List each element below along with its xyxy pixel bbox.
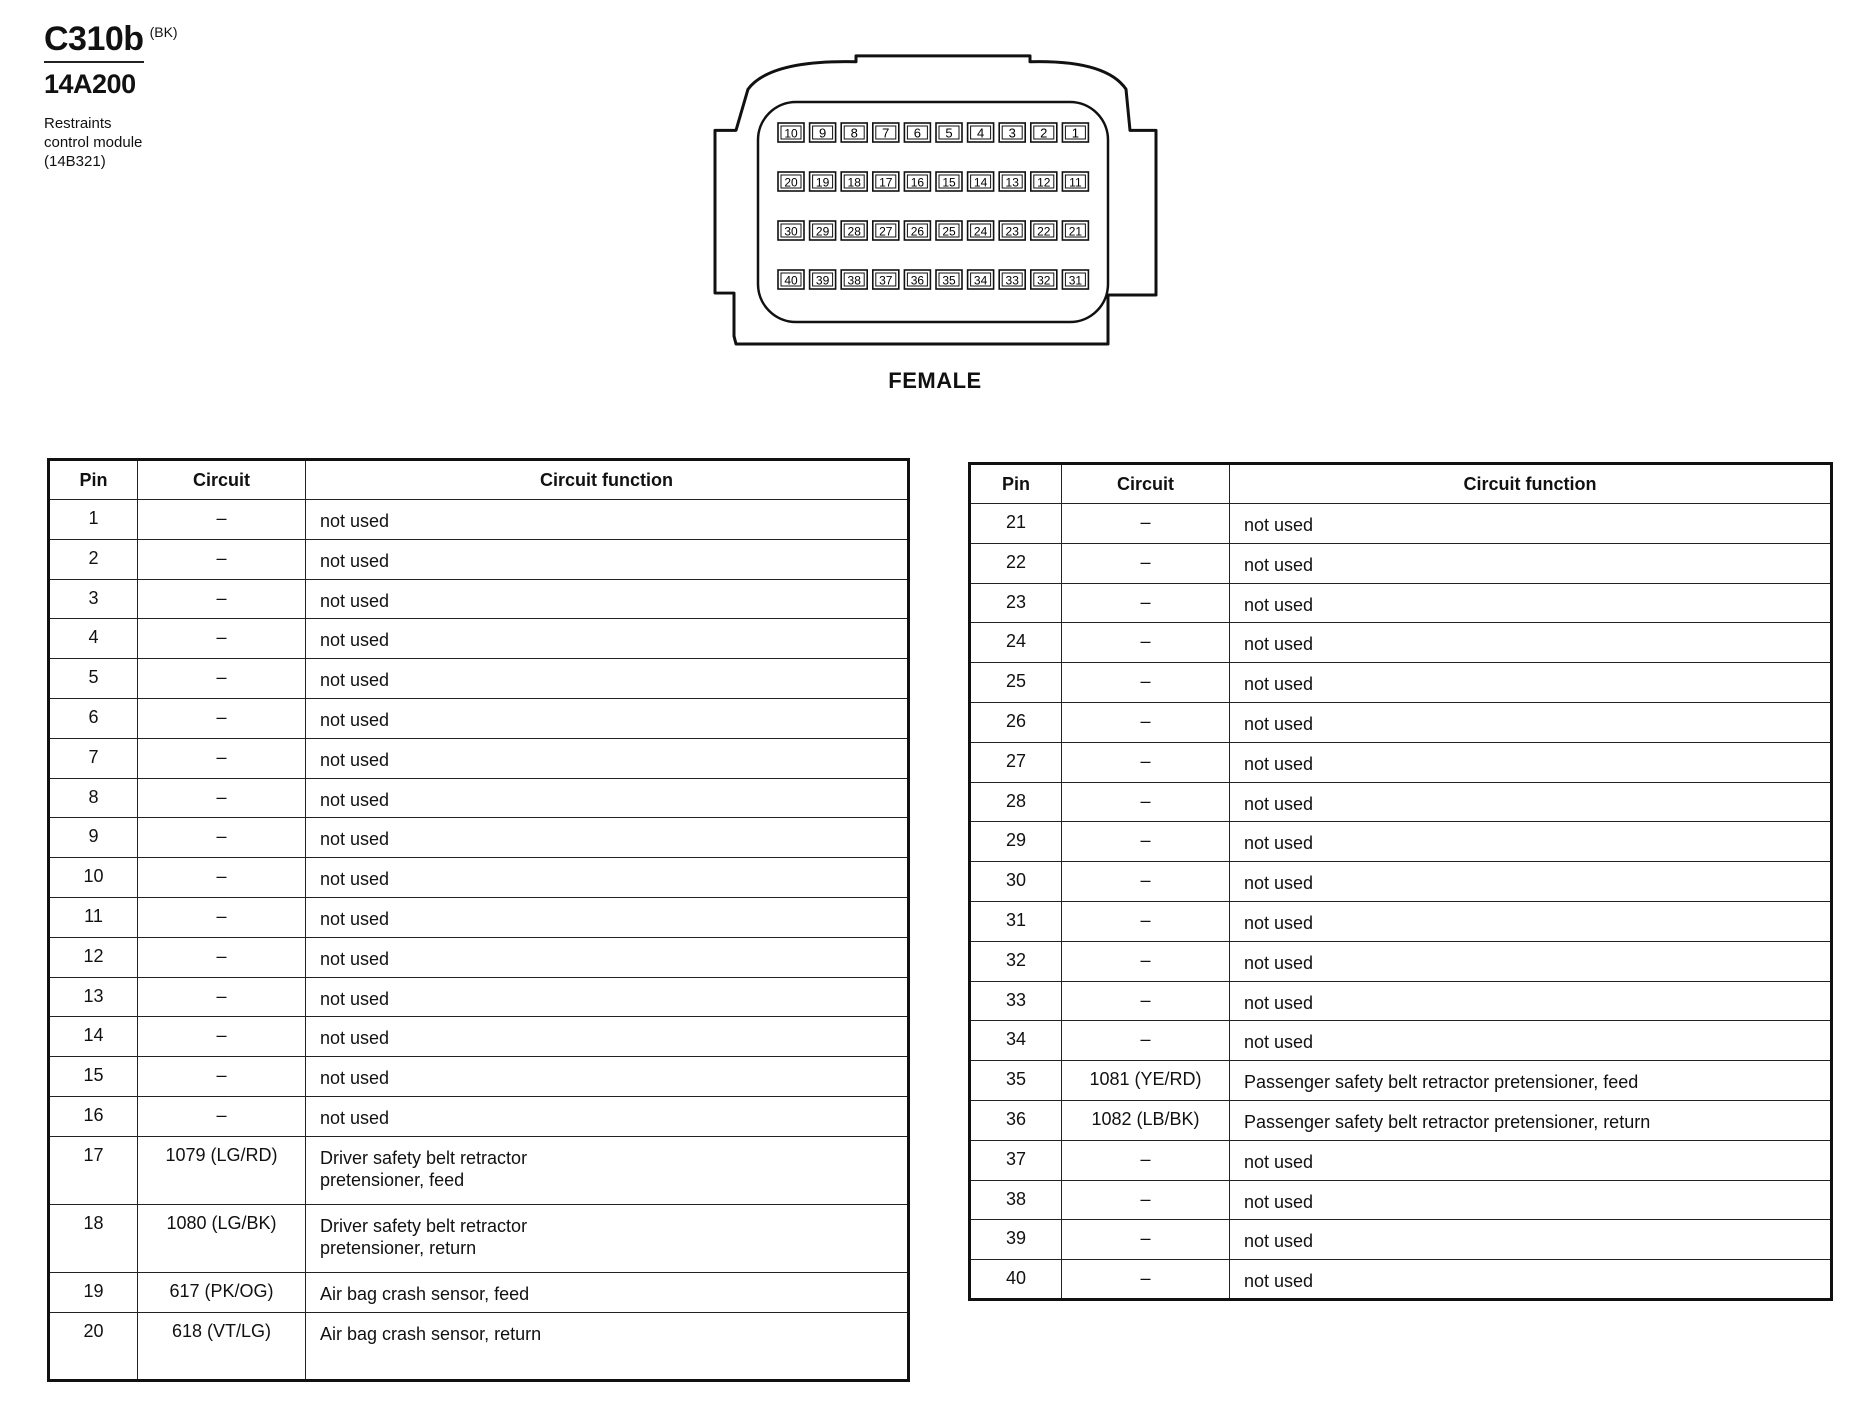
table-row: [970, 1061, 1832, 1101]
table-row: [49, 897, 909, 937]
pin-cell: 21: [970, 504, 1062, 544]
connector-pin-number: 31: [1068, 273, 1083, 288]
table-row: [970, 782, 1832, 822]
function-cell: not used: [306, 738, 909, 778]
circuit-cell: –: [1062, 901, 1230, 941]
pin-cell: 10: [49, 858, 138, 898]
circuit-cell: –: [1062, 742, 1230, 782]
circuit-cell: 1080 (LG/BK): [138, 1204, 306, 1272]
connector-pin-number: 23: [1005, 224, 1019, 239]
circuit-cell: –: [1062, 1140, 1230, 1180]
circuit-cell: –: [1062, 782, 1230, 822]
pin-cell: 14: [49, 1017, 138, 1057]
table-row: [49, 1136, 909, 1204]
pin-cell: 16: [49, 1096, 138, 1136]
pin-cell: 25: [970, 663, 1062, 703]
connector-pin-number: 40: [784, 273, 798, 288]
connector-gender-label: FEMALE: [888, 368, 982, 393]
pin-cell: 15: [49, 1057, 138, 1097]
connector-pin-number: 32: [1037, 273, 1051, 288]
function-cell: not used: [306, 539, 909, 579]
connector-pin-number: 33: [1005, 273, 1019, 288]
connector-pin: [778, 172, 804, 191]
table-row: [49, 1312, 909, 1380]
circuit-cell: –: [138, 1017, 306, 1057]
connector-pin: [999, 172, 1025, 191]
pin-cell: 3: [49, 579, 138, 619]
pin-cell: 19: [49, 1272, 138, 1312]
table-row: [49, 659, 909, 699]
circuit-cell: –: [138, 977, 306, 1017]
connector-pin: [1031, 221, 1057, 240]
table-row: [970, 1140, 1832, 1180]
table-row: [970, 543, 1832, 583]
table-row: [49, 698, 909, 738]
connector-pin: [999, 123, 1025, 142]
circuit-cell: –: [1062, 543, 1230, 583]
circuit-cell: –: [138, 500, 306, 540]
pinout-table-right: [968, 462, 1833, 1301]
function-cell: not used: [1230, 782, 1832, 822]
function-cell: not used: [1230, 941, 1832, 981]
circuit-cell: –: [138, 937, 306, 977]
pin-cell: 5: [49, 659, 138, 699]
connector-face-diagram: [710, 50, 1160, 393]
connector-pin-number: 38: [847, 273, 861, 288]
function-cell: not used: [1230, 1140, 1832, 1180]
connector-pin: [841, 172, 867, 191]
circuit-cell: –: [138, 659, 306, 699]
pin-cell: 1: [49, 500, 138, 540]
connector-pin-number: 4: [976, 125, 985, 141]
pin-cell: 31: [970, 901, 1062, 941]
function-cell: not used: [1230, 623, 1832, 663]
connector-pin-number: 7: [882, 125, 890, 141]
function-cell: not used: [306, 1017, 909, 1057]
connector-pin-number: 22: [1037, 224, 1051, 239]
function-cell: Passenger safety belt retractor pretensioner, return: [1230, 1100, 1832, 1140]
circuit-cell: –: [138, 778, 306, 818]
connector-pin-number: 2: [1040, 125, 1048, 141]
function-cell: not used: [306, 579, 909, 619]
function-cell: not used: [306, 818, 909, 858]
pinout-table-left: [47, 458, 910, 1382]
connector-pin: [904, 270, 930, 289]
pin-cell: 30: [970, 862, 1062, 902]
connector-pin: [1031, 172, 1057, 191]
circuit-cell: –: [138, 738, 306, 778]
function-cell: not used: [306, 1057, 909, 1097]
function-cell: Air bag crash sensor, return: [306, 1312, 909, 1380]
pin-column-header: Pin: [970, 464, 1062, 504]
pin-cell: 8: [49, 778, 138, 818]
connector-pin: [810, 270, 836, 289]
pin-cell: 39: [970, 1220, 1062, 1260]
pin-cell: 38: [970, 1180, 1062, 1220]
pin-cell: 29: [970, 822, 1062, 862]
circuit-column-header: Circuit: [1062, 464, 1230, 504]
pin-cell: 6: [49, 698, 138, 738]
connector-pin-number: 11: [1069, 175, 1082, 190]
table-row: [970, 623, 1832, 663]
table-row: [970, 1021, 1832, 1061]
table-row: [49, 1057, 909, 1097]
function-cell: Driver safety belt retractor pretensioner, feed: [306, 1136, 909, 1204]
function-cell: not used: [1230, 1260, 1832, 1300]
pin-cell: 24: [970, 623, 1062, 663]
pin-cell: 27: [970, 742, 1062, 782]
circuit-cell: –: [138, 897, 306, 937]
connector-pin: [936, 123, 962, 142]
function-cell: not used: [1230, 1021, 1832, 1061]
function-cell: not used: [1230, 583, 1832, 623]
pin-cell: 40: [970, 1260, 1062, 1300]
function-cell: not used: [1230, 663, 1832, 703]
header-divider: [44, 61, 144, 63]
circuit-cell: 1081 (YE/RD): [1062, 1061, 1230, 1101]
connector-pin-number: 3: [1008, 125, 1016, 141]
function-column-header: Circuit function: [1230, 464, 1832, 504]
connector-pin-number: 35: [942, 273, 956, 288]
connector-pin: [904, 172, 930, 191]
pin-cell: 36: [970, 1100, 1062, 1140]
function-cell: Air bag crash sensor, feed: [306, 1272, 909, 1312]
function-column-header: Circuit function: [306, 460, 909, 500]
pin-cell: 35: [970, 1061, 1062, 1101]
connector-pin: [778, 270, 804, 289]
function-cell: Passenger safety belt retractor pretensioner, feed: [1230, 1061, 1832, 1101]
connector-id: C310b: [44, 20, 144, 58]
connector-pin: [904, 123, 930, 142]
connector-pin: [841, 123, 867, 142]
connector-pin: [936, 270, 962, 289]
table-row: [49, 1017, 909, 1057]
pin-cell: 2: [49, 539, 138, 579]
pin-cell: 23: [970, 583, 1062, 623]
function-cell: not used: [306, 937, 909, 977]
table-row: [970, 1180, 1832, 1220]
circuit-cell: –: [1062, 941, 1230, 981]
circuit-cell: –: [1062, 504, 1230, 544]
circuit-cell: 1082 (LB/BK): [1062, 1100, 1230, 1140]
function-cell: not used: [1230, 1180, 1832, 1220]
connector-pin: [778, 123, 804, 142]
circuit-cell: –: [1062, 822, 1230, 862]
circuit-cell: –: [1062, 583, 1230, 623]
function-cell: not used: [306, 977, 909, 1017]
circuit-cell: –: [1062, 1180, 1230, 1220]
function-cell: not used: [1230, 981, 1832, 1021]
circuit-cell: –: [138, 539, 306, 579]
connector-pin: [778, 221, 804, 240]
circuit-cell: –: [138, 698, 306, 738]
connector-pin-number: 10: [784, 126, 798, 141]
pin-cell: 37: [970, 1140, 1062, 1180]
connector-pin-number: 9: [818, 125, 827, 141]
function-cell: not used: [1230, 862, 1832, 902]
pin-cell: 28: [970, 782, 1062, 822]
table-row: [49, 1096, 909, 1136]
circuit-cell: 1079 (LG/RD): [138, 1136, 306, 1204]
circuit-cell: –: [138, 1096, 306, 1136]
table-row: [970, 941, 1832, 981]
table-row: [49, 738, 909, 778]
function-cell: not used: [1230, 1220, 1832, 1260]
connector-pin: [1062, 123, 1088, 142]
connector-pin: [873, 172, 899, 191]
circuit-cell: –: [138, 619, 306, 659]
connector-pin-number: 8: [850, 125, 858, 141]
connector-pin-number: 29: [815, 224, 830, 239]
connector-pin-number: 16: [910, 175, 925, 190]
function-cell: not used: [1230, 702, 1832, 742]
table-row: [49, 937, 909, 977]
table-row: [970, 1100, 1832, 1140]
circuit-cell: –: [1062, 981, 1230, 1021]
connector-pin: [1062, 172, 1088, 191]
table-row: [49, 1204, 909, 1272]
connector-pin-number: 34: [973, 273, 988, 288]
connector-pin: [936, 221, 962, 240]
circuit-cell: –: [138, 579, 306, 619]
connector-pin-number: 20: [784, 175, 798, 190]
table-row: [49, 778, 909, 818]
table-row: [970, 1220, 1832, 1260]
pin-cell: 12: [49, 937, 138, 977]
table-row: [970, 822, 1832, 862]
connector-pin: [841, 221, 867, 240]
circuit-cell: –: [1062, 862, 1230, 902]
function-cell: not used: [306, 778, 909, 818]
function-cell: not used: [1230, 504, 1832, 544]
table-row: [970, 1260, 1832, 1300]
circuit-cell: –: [1062, 1220, 1230, 1260]
function-cell: not used: [306, 500, 909, 540]
table-row: [49, 539, 909, 579]
function-cell: not used: [1230, 543, 1832, 583]
connector-pin: [873, 123, 899, 142]
connector-header: [44, 20, 344, 171]
connector-pin: [999, 221, 1025, 240]
circuit-cell: –: [1062, 1021, 1230, 1061]
pin-column-header: Pin: [49, 460, 138, 500]
table-row: [970, 663, 1832, 703]
connector-pin-number: 27: [879, 224, 893, 239]
connector-pin: [1031, 270, 1057, 289]
connector-pin-number: 19: [815, 175, 830, 190]
connector-pin-number: 6: [913, 125, 922, 141]
table-row: [970, 901, 1832, 941]
connector-pin-number: 30: [784, 224, 798, 239]
connector-pin-number: 15: [942, 175, 956, 190]
connector-pin: [936, 172, 962, 191]
connector-pin: [873, 221, 899, 240]
pin-cell: 13: [49, 977, 138, 1017]
pin-cell: 22: [970, 543, 1062, 583]
table-row: [49, 858, 909, 898]
pin-cell: 18: [49, 1204, 138, 1272]
connector-pin-number: 14: [973, 175, 988, 190]
connector-pin: [1062, 221, 1088, 240]
connector-pin: [810, 172, 836, 191]
connector-pin-number: 1: [1071, 125, 1080, 141]
table-row: [49, 500, 909, 540]
connector-pin-number: 39: [815, 273, 830, 288]
connector-pin: [810, 221, 836, 240]
connector-outline: [710, 50, 1160, 360]
circuit-cell: 617 (PK/OG): [138, 1272, 306, 1312]
function-cell: not used: [306, 897, 909, 937]
pin-cell: 20: [49, 1312, 138, 1380]
pin-cell: 33: [970, 981, 1062, 1021]
function-cell: not used: [306, 659, 909, 699]
circuit-cell: –: [138, 818, 306, 858]
circuit-cell: 618 (VT/LG): [138, 1312, 306, 1380]
circuit-cell: –: [1062, 663, 1230, 703]
table-row: [49, 619, 909, 659]
function-cell: not used: [1230, 822, 1832, 862]
connector-color: (BK): [149, 24, 178, 40]
connector-pin-number: 18: [847, 175, 861, 190]
table-row: [970, 862, 1832, 902]
table-row: [970, 981, 1832, 1021]
circuit-cell: –: [138, 1057, 306, 1097]
connector-pin-number: 37: [879, 273, 893, 288]
circuit-cell: –: [138, 858, 306, 898]
connector-pin-number: 12: [1037, 175, 1051, 190]
function-cell: not used: [306, 1096, 909, 1136]
connector-pin: [873, 270, 899, 289]
circuit-column-header: Circuit: [138, 460, 306, 500]
connector-pin-number: 28: [847, 224, 861, 239]
pin-cell: 11: [49, 897, 138, 937]
table-row: [49, 977, 909, 1017]
table-row: [49, 1272, 909, 1312]
circuit-cell: –: [1062, 1260, 1230, 1300]
function-cell: not used: [306, 858, 909, 898]
connector-pin-number: 25: [942, 224, 956, 239]
table-row: [970, 583, 1832, 623]
table-row: [49, 818, 909, 858]
table-row: [970, 742, 1832, 782]
module-description: Restraints control module (14B321): [44, 115, 143, 170]
part-number: 14A200: [44, 69, 136, 99]
circuit-cell: –: [1062, 702, 1230, 742]
table-row: [970, 504, 1832, 544]
connector-pin: [810, 123, 836, 142]
function-cell: not used: [306, 619, 909, 659]
pin-cell: 32: [970, 941, 1062, 981]
connector-pin-number: 21: [1068, 224, 1083, 239]
connector-pin: [841, 270, 867, 289]
connector-pin-number: 26: [910, 224, 925, 239]
pin-cell: 17: [49, 1136, 138, 1204]
function-cell: not used: [1230, 901, 1832, 941]
connector-pin: [968, 172, 994, 191]
function-cell: not used: [1230, 742, 1832, 782]
connector-pin: [1062, 270, 1088, 289]
function-cell: not used: [306, 698, 909, 738]
table-row: [970, 702, 1832, 742]
function-cell: Driver safety belt retractor pretensioner, return: [306, 1204, 909, 1272]
connector-pin: [999, 270, 1025, 289]
table-header-row: [49, 460, 909, 500]
connector-pin-number: 24: [973, 224, 988, 239]
connector-pin: [968, 123, 994, 142]
connector-pin-number: 13: [1005, 175, 1019, 190]
pin-cell: 9: [49, 818, 138, 858]
pin-cell: 26: [970, 702, 1062, 742]
connector-pin: [968, 270, 994, 289]
connector-pin-number: 5: [945, 125, 953, 141]
pin-cell: 7: [49, 738, 138, 778]
connector-pin: [904, 221, 930, 240]
connector-pin: [968, 221, 994, 240]
connector-pin-number: 36: [910, 273, 925, 288]
connector-pin-number: 17: [879, 175, 893, 190]
circuit-cell: –: [1062, 623, 1230, 663]
table-row: [49, 579, 909, 619]
pin-cell: 34: [970, 1021, 1062, 1061]
pin-cell: 4: [49, 619, 138, 659]
table-header-row: [970, 464, 1832, 504]
connector-pin: [1031, 123, 1057, 142]
